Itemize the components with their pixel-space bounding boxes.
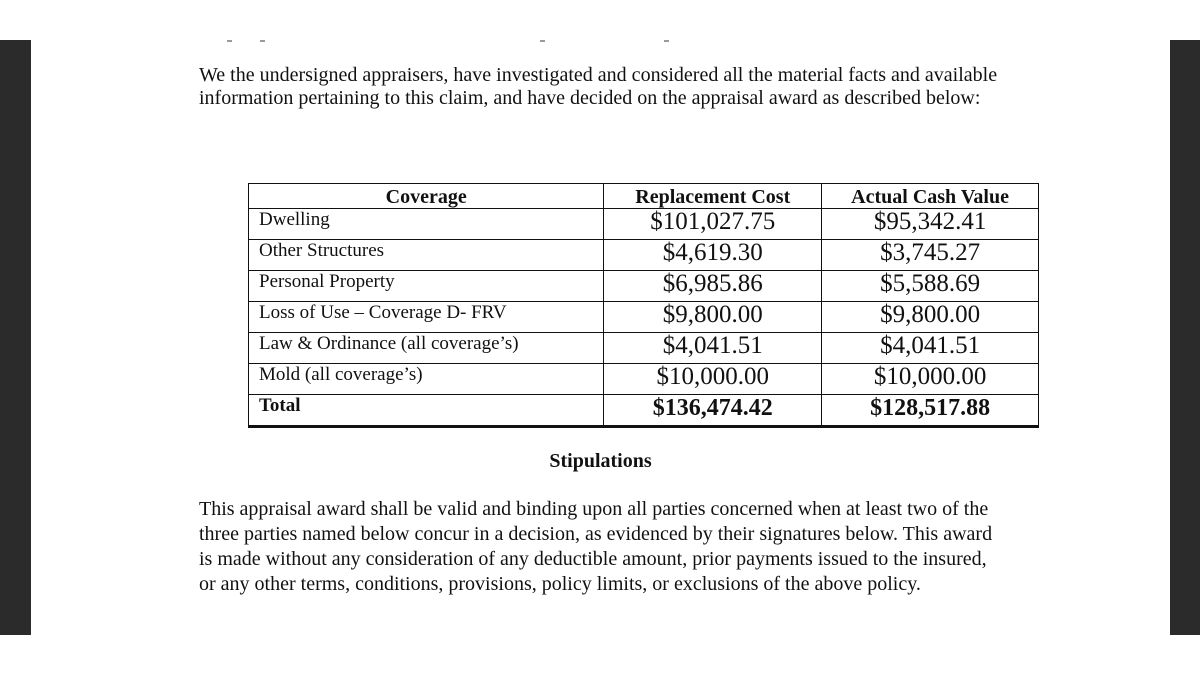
viewer-left-margin	[0, 40, 31, 635]
table-total-row	[249, 395, 1039, 427]
total-replacement-cost: $136,474.42	[604, 395, 822, 427]
replacement-cost-cell: $6,985.86	[604, 271, 822, 302]
cropped-top-line	[31, 40, 1170, 46]
actual-cash-value-cell: $10,000.00	[822, 364, 1039, 395]
actual-cash-value-cell: $5,588.69	[822, 271, 1039, 302]
total-label: Total	[249, 395, 604, 427]
header-replacement-cost: Replacement Cost	[604, 184, 822, 209]
intro-paragraph: We the undersigned appraisers, have investigated and considered all the material facts and available information pertaining to this claim, and have decided on the appraisal award as described below:	[199, 64, 998, 109]
table-row	[249, 209, 1039, 240]
stipulations-heading: Stipulations	[549, 450, 652, 472]
actual-cash-value-cell: $3,745.27	[822, 240, 1039, 271]
replacement-cost-cell: $101,027.75	[604, 209, 822, 240]
coverage-cell: Loss of Use – Coverage D- FRV	[249, 302, 604, 333]
actual-cash-value-cell: $4,041.51	[822, 333, 1039, 364]
coverage-cell: Dwelling	[249, 209, 604, 240]
header-coverage: Coverage	[249, 184, 604, 209]
actual-cash-value-cell: $95,342.41	[822, 209, 1039, 240]
replacement-cost-cell: $4,041.51	[604, 333, 822, 364]
coverage-cell: Law & Ordinance (all coverage’s)	[249, 333, 604, 364]
table-row	[249, 271, 1039, 302]
table-row	[249, 333, 1039, 364]
coverage-cell: Mold (all coverage’s)	[249, 364, 604, 395]
stipulations-paragraph: This appraisal award shall be valid and binding upon all parties concerned when at least two of the three parties named below concur in a decision, as evidenced by their signatures below. This award is made without any consideration of any deductible amount, prior payments issued to the insured, or any other terms, conditions, provisions, policy limits, or exclusions of the above policy.	[199, 498, 993, 595]
replacement-cost-cell: $10,000.00	[604, 364, 822, 395]
table-row	[249, 364, 1039, 395]
header-actual-cash-value: Actual Cash Value	[822, 184, 1039, 209]
table-row	[249, 240, 1039, 271]
total-actual-cash-value: $128,517.88	[822, 395, 1039, 427]
table-row	[249, 302, 1039, 333]
coverage-cell: Other Structures	[249, 240, 604, 271]
replacement-cost-cell: $4,619.30	[604, 240, 822, 271]
actual-cash-value-cell: $9,800.00	[822, 302, 1039, 333]
viewer-right-margin	[1170, 40, 1200, 635]
appraisal-award-table	[248, 183, 1039, 428]
table-header-row	[249, 184, 1039, 209]
document-page[interactable]	[31, 40, 1170, 635]
coverage-cell: Personal Property	[249, 271, 604, 302]
replacement-cost-cell: $9,800.00	[604, 302, 822, 333]
